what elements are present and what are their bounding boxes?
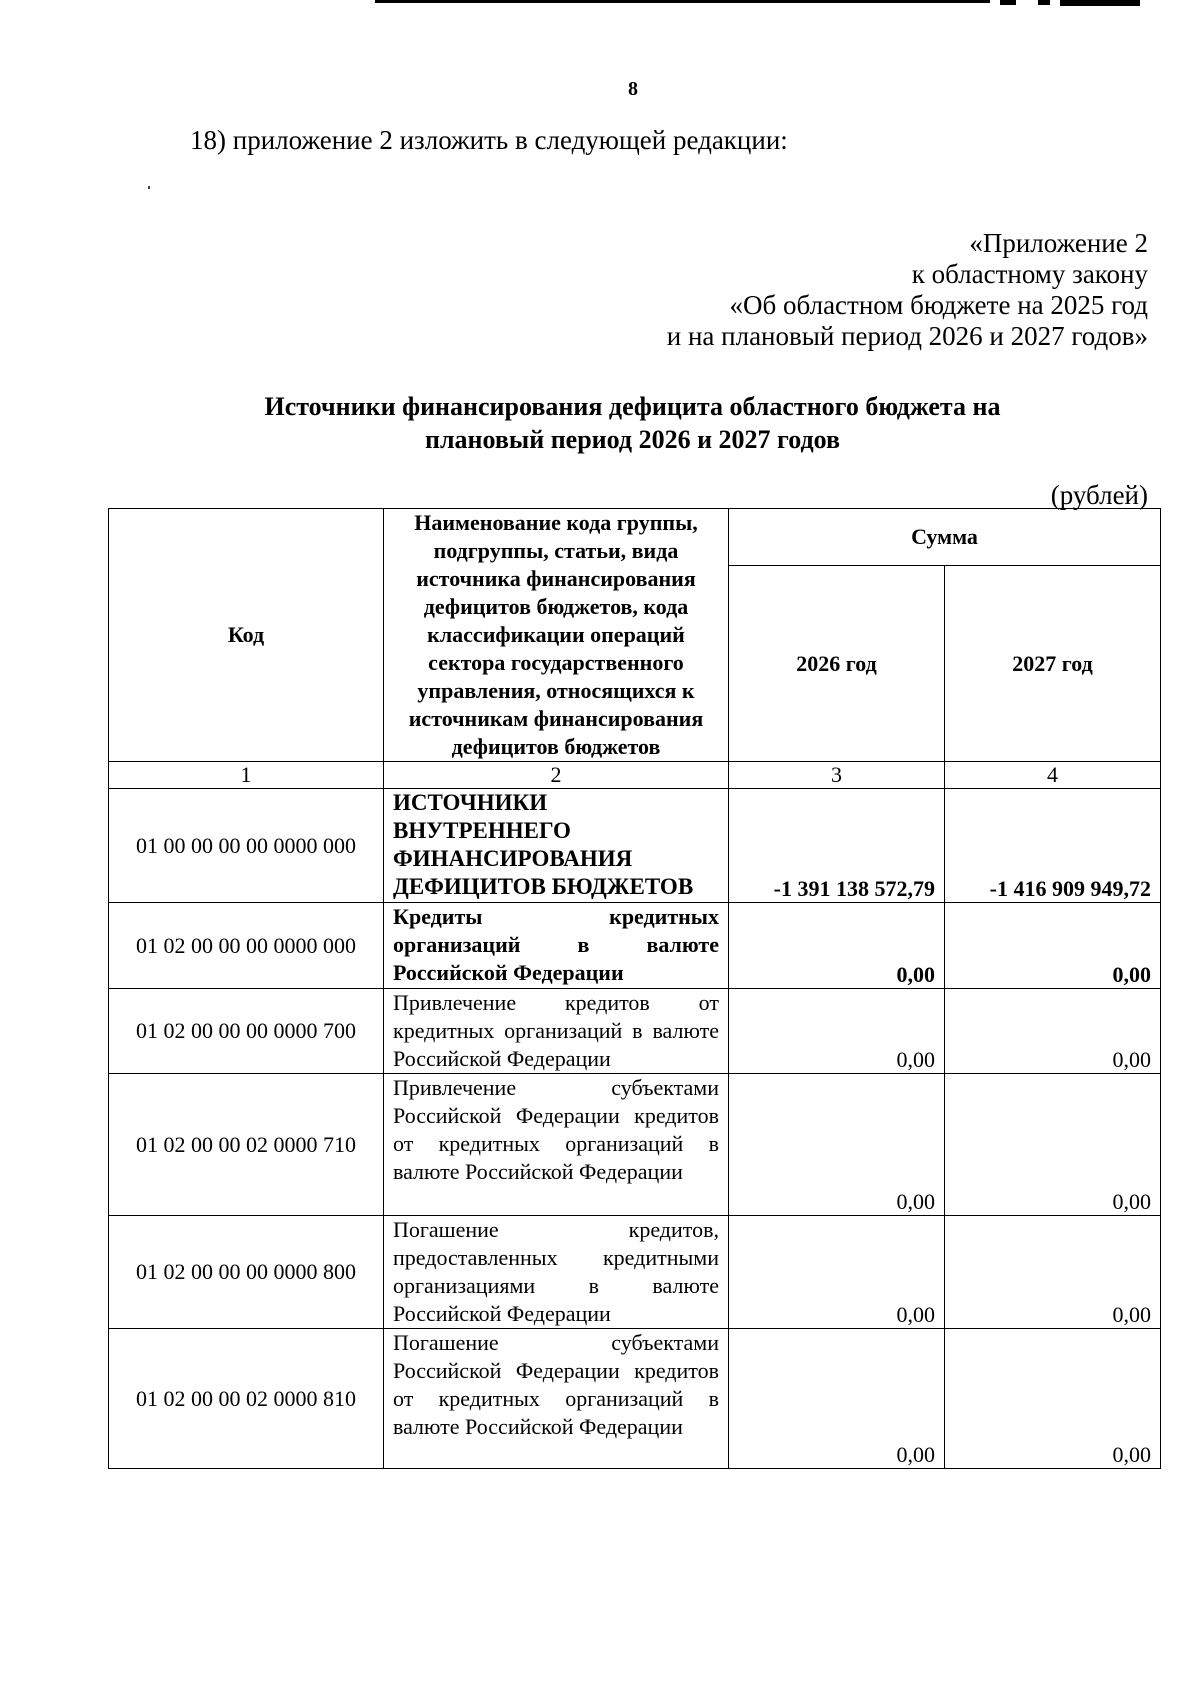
scan-artifact	[1060, 0, 1140, 6]
row-amount-2026: -1 391 138 572,79	[729, 789, 945, 903]
row-amount-2026: 0,00	[729, 903, 945, 989]
document-title	[160, 390, 1105, 456]
row-code: 01 02 00 00 00 0000 800	[109, 1216, 384, 1329]
appendix-header-line: «Приложение 2	[969, 228, 1148, 258]
row-amount-2026: 0,00	[729, 1216, 945, 1329]
row-description: Погашение субъектами Российской Федерации кредитов от кредитных организаций в валюте Российской Федерации	[384, 1329, 729, 1469]
row-amount-2027: -1 416 909 949,72	[945, 789, 1161, 903]
row-code: 01 00 00 00 00 0000 000	[109, 789, 384, 903]
appendix-header-line: «Об областном бюджете на 2025 год	[729, 290, 1148, 320]
row-description: Привлечение кредитов от кредитных организаций в валюте Российской Федерации	[384, 989, 729, 1074]
table-row	[109, 1074, 1161, 1216]
table-row	[109, 1216, 1161, 1329]
scan-artifact	[375, 0, 990, 3]
row-code: 01 02 00 00 00 0000 700	[109, 989, 384, 1074]
column-number-row	[109, 762, 1161, 789]
header-year-2027: 2027 год	[945, 566, 1161, 762]
column-number: 2	[384, 762, 729, 789]
header-sum: Сумма	[729, 509, 1161, 566]
scan-artifact	[1038, 0, 1050, 5]
column-number: 4	[945, 762, 1161, 789]
row-description: Кредиты кредитных организаций в валюте Российской Федерации	[384, 903, 729, 989]
row-amount-2027: 0,00	[945, 903, 1161, 989]
row-amount-2027: 0,00	[945, 1216, 1161, 1329]
row-code: 01 02 00 00 02 0000 710	[109, 1074, 384, 1216]
financing-sources-table	[108, 508, 1161, 1469]
scan-artifact	[1000, 0, 1016, 5]
row-code: 01 02 00 00 02 0000 810	[109, 1329, 384, 1469]
title-line: плановый период 2026 и 2027 годов	[424, 425, 841, 454]
row-amount-2027: 0,00	[945, 1074, 1161, 1216]
row-code: 01 02 00 00 00 0000 000	[109, 903, 384, 989]
row-amount-2027: 0,00	[945, 989, 1161, 1074]
row-description: Погашение кредитов, предоставленных кредитными организациями в валюте Российской Федерации	[384, 1216, 729, 1329]
table-row	[109, 903, 1161, 989]
appendix-header	[667, 228, 1148, 352]
header-description: Наименование кода группы, подгруппы, статьи, вида источника финансирования дефицитов бюджетов, кода классификации операций сектора государственного управления, относящихся к источникам финансирования дефицитов бюджетов	[384, 509, 729, 762]
units-label: (рублей)	[1050, 480, 1148, 510]
page-number: 8	[628, 78, 638, 100]
title-line: Источники финансирования дефицита областного бюджета на	[264, 392, 1001, 421]
scan-artifact	[148, 186, 150, 189]
row-amount-2026: 0,00	[729, 1074, 945, 1216]
table-row	[109, 989, 1161, 1074]
column-number: 3	[729, 762, 945, 789]
table-row	[109, 789, 1161, 903]
amendment-intro: 18) приложение 2 изложить в следующей редакции:	[190, 125, 788, 155]
row-amount-2026: 0,00	[729, 989, 945, 1074]
row-amount-2026: 0,00	[729, 1329, 945, 1469]
column-number: 1	[109, 762, 384, 789]
appendix-header-line: и на плановый период 2026 и 2027 годов»	[666, 321, 1148, 351]
row-description: Привлечение субъектами Российской Федерации кредитов от кредитных организаций в валюте Российской Федерации	[384, 1074, 729, 1216]
row-description: ИСТОЧНИКИ ВНУТРЕННЕГО ФИНАНСИРОВАНИЯ ДЕФИЦИТОВ БЮДЖЕТОВ	[384, 789, 729, 903]
appendix-header-line: к областному закону	[911, 259, 1148, 289]
header-year-2026: 2026 год	[729, 566, 945, 762]
header-code: Код	[109, 509, 384, 762]
table-row	[109, 1329, 1161, 1469]
row-amount-2027: 0,00	[945, 1329, 1161, 1469]
